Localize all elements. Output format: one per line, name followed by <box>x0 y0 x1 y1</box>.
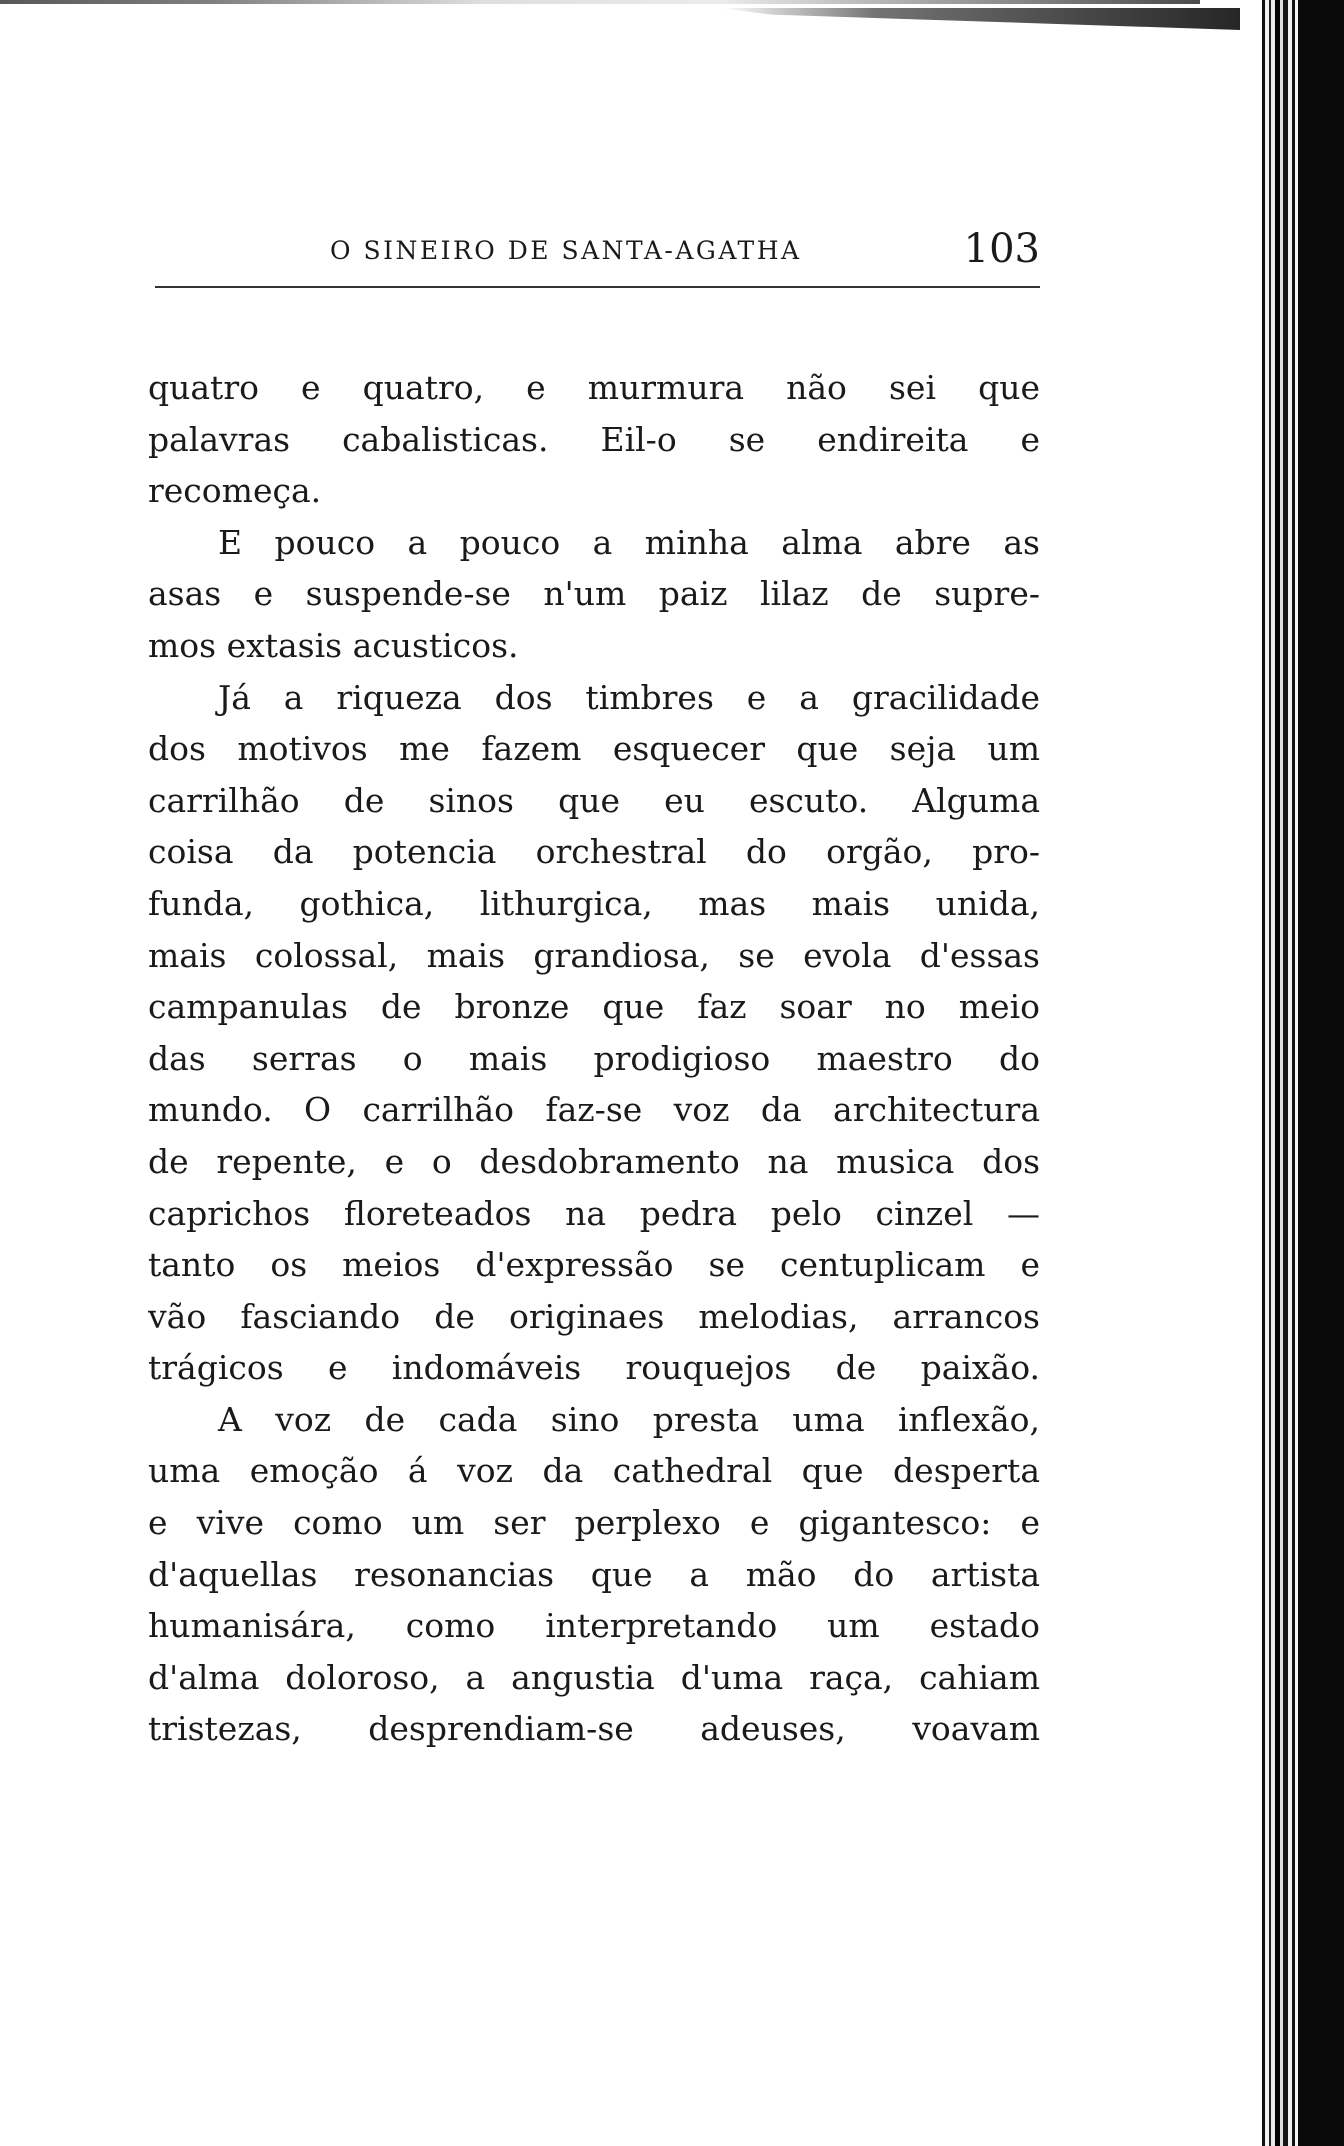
text-line: palavras cabalisticas. Eil-o se endireita e <box>148 419 1040 459</box>
text-line: tanto os meios d'expressão se centuplicam e <box>148 1245 1040 1285</box>
text-line: mais colossal, mais grandiosa, se evola d'essas <box>148 935 1040 975</box>
text-line: funda, gothica, lithurgica, mas mais unida, <box>148 883 1040 923</box>
text-line: mundo. O carrilhão faz-se voz da architectura <box>148 1090 1040 1130</box>
text-line: quatro e quatro, e murmura não sei que <box>148 368 1040 407</box>
scan-top-edge <box>0 0 1200 4</box>
header-rule <box>155 286 1040 288</box>
text-line: dos motivos me fazem esquecer que seja um <box>148 729 1040 769</box>
text-line: uma emoção á voz da cathedral que desperta <box>148 1451 1040 1491</box>
text-line: E pouco a pouco a minha alma abre as <box>218 522 1040 562</box>
text-line: recomeça. <box>148 471 322 511</box>
text-line: humanisára, como interpretando um estado <box>148 1606 1040 1646</box>
text-line: mos extasis acusticos. <box>148 625 519 665</box>
text-line: das serras o mais prodigioso maestro do <box>148 1038 1040 1078</box>
text-line: trágicos e indomáveis rouquejos de paixão. <box>148 1348 1040 1388</box>
scan-top-shadow <box>720 8 1240 30</box>
text-line: A voz de cada sino presta uma inflexão, <box>218 1399 1040 1439</box>
text-line: d'aquellas resonancias que a mão do artista <box>148 1554 1040 1594</box>
page-binding-edge <box>1262 0 1344 2146</box>
text-line: campanulas de bronze que faz soar no meio <box>148 987 1040 1027</box>
running-head <box>150 226 1040 286</box>
text-line: carrilhão de sinos que eu escuto. Alguma <box>148 780 1040 820</box>
text-line: Já a riqueza dos timbres e a gracilidade <box>218 677 1040 717</box>
text-line: d'alma doloroso, a angustia d'uma raça, cahiam <box>148 1657 1040 1697</box>
text-line: de repente, e o desdobramento na musica dos <box>148 1141 1040 1181</box>
running-title: O SINEIRO DE SANTA-AGATHA <box>330 236 802 265</box>
page-number: 103 <box>963 226 1040 272</box>
text-line: tristezas, desprendiam-se adeuses, voavam <box>148 1709 1040 1749</box>
text-line: coisa da potencia orchestral do orgão, pro- <box>148 832 1040 872</box>
text-line: e vive como um ser perplexo e gigantesco: e <box>148 1503 1040 1543</box>
text-line: caprichos floreteados na pedra pelo cinzel — <box>148 1193 1040 1233</box>
text-line: asas e suspende-se n'um paiz lilaz de supre- <box>148 574 1040 614</box>
text-line: vão fasciando de originaes melodias, arrancos <box>148 1296 1040 1336</box>
body-text <box>148 362 1040 1755</box>
